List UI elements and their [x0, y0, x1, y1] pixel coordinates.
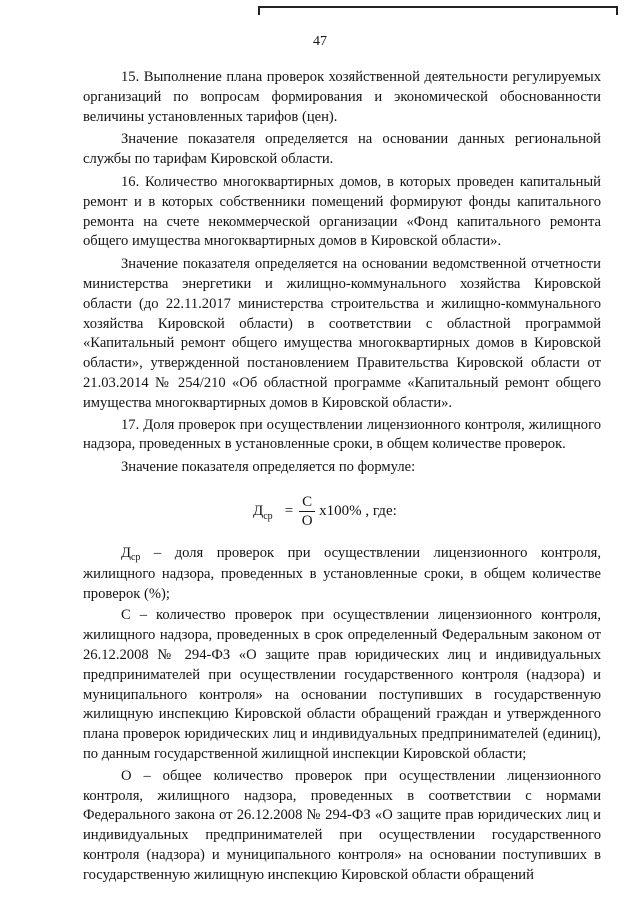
page-number: 47 — [313, 34, 327, 49]
scan-edge-mark — [258, 6, 618, 16]
item-17-value-paragraph: Значение показателя определяется по формуле: — [121, 459, 416, 476]
item-17-paragraph: 17. Доля проверок при осуществлении лицензионного контроля, жилищного надзора, проведенных в установленные сроки, в общем количестве проверок. — [83, 416, 601, 453]
definition-c: С – количество проверок при осуществлении лицензионного контроля, жилищного надзора, проведенных в срок определенный Федеральным законом от 26.12.2008 № 294-ФЗ «О защите прав юридических лиц и индивидуальных предпринимателей при осуществлении государственного контроля (надзора) и муниципального контроля» на основании поступивших в государственную жилищную инспекцию Кировской области обращений граждан и утвержденного плана проверок юридических лиц и индивидуальных предпринимателей (единиц), по данным государственной жилищной инспекции Кировской области; — [83, 607, 601, 762]
formula-lhs-subscript: ср — [263, 511, 273, 523]
formula-lhs: Д — [253, 503, 264, 520]
item-15-value-paragraph: Значение показателя определяется на основании данных региональной службы по тарифам Кировской области. — [83, 131, 601, 168]
document-body — [83, 68, 601, 885]
formula-multiplier: х100% , где: — [319, 503, 397, 520]
formula-block — [83, 484, 601, 542]
definition-d-subscript: ср — [130, 551, 141, 563]
item-16-value-paragraph: Значение показателя определяется на основании ведомственной отчетности министерства энергетики и жилищно-коммунального хозяйства Кировской области (до 22.11.2017 министерства строительства и жилищно-коммунального хозяйства Кировской области) в соответствии с областной программой «Капитальный ремонт общего имущества многоквартирных домов в Кировской области», утвержденной постановлением Правительства Кировской области от 21.03.2014 № 254/210 «Об областной программе «Капитальный ремонт общего имущества многоквартирных домов в Кировской области». — [83, 256, 601, 411]
definition-o: О – общее количество проверок при осуществлении лицензионного контроля, жилищного надзора, проведенных в соответствии с нормами Федерального закона от 26.12.2008 № 294-ФЗ «О защите прав юридических лиц и индивидуальных предпринимателей при осуществлении государственного контроля (надзора) и муниципального контроля» на основании поступивших в государственную жилищную инспекцию Кировской области обращений — [83, 767, 601, 883]
formula-fraction — [299, 493, 315, 530]
formula-numerator: С — [302, 494, 313, 511]
formula-denominator: О — [301, 513, 313, 530]
definition-d-symbol: Д — [121, 544, 131, 561]
formula — [253, 488, 397, 536]
definition-d-text: – доля проверок при осуществлении лицензионного контроля, жилищного надзора, проведенных в установленные сроки, в общем количестве проверок (%); — [83, 544, 601, 602]
item-16-paragraph: 16. Количество многоквартирных домов, в которых проведен капитальный ремонт и в которых собственники помещений формируют фонды капитального ремонта на счете некоммерческой организации «Фонд капитального ремонта общего имущества многоквартирных домов в Кировской области». — [83, 173, 601, 250]
item-15-paragraph: 15. Выполнение плана проверок хозяйственной деятельности регулируемых организаций по вопросам формирования и экономической обоснованности величины установленных тарифов (цен). — [83, 69, 601, 125]
formula-equals: = — [284, 503, 294, 520]
definition-d — [83, 544, 601, 604]
